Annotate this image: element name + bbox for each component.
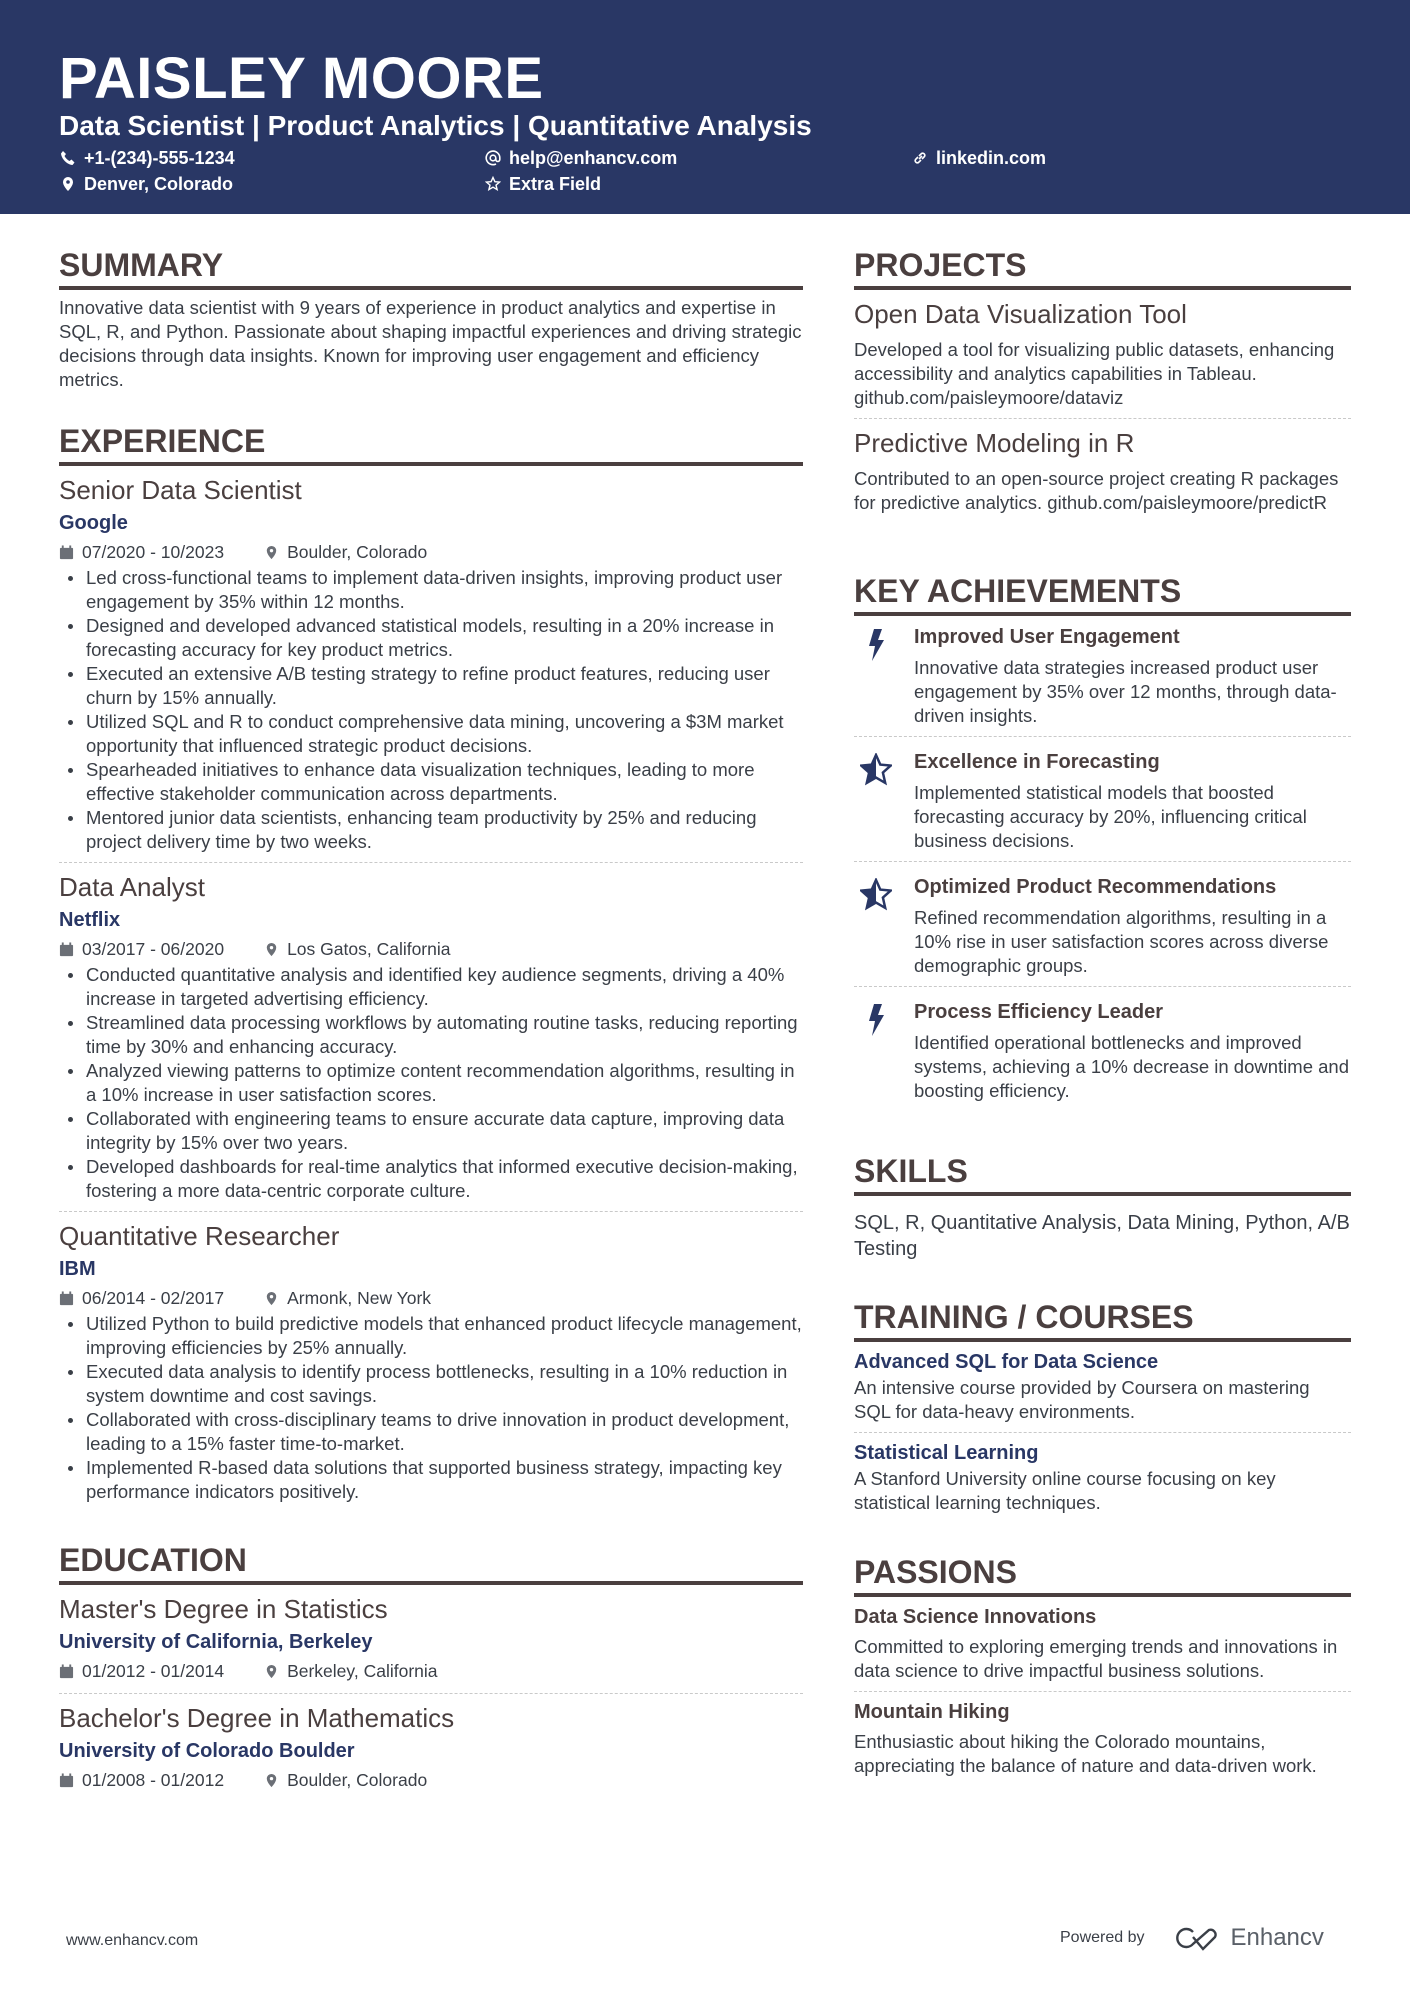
section-heading: KEY ACHIEVEMENTS [854, 572, 1351, 616]
footer-branding [1060, 1924, 1324, 1952]
company-name: Netflix [59, 909, 121, 931]
job-meta [59, 935, 803, 963]
job-entry [59, 1218, 803, 1504]
course-description: An intensive course provided by Coursera on mastering SQL for data-heavy environments. [854, 1377, 1310, 1422]
job-dates: 07/2020 - 10/2023 [82, 542, 225, 562]
bullet-item: Designed and developed advanced statistical models, resulting in a 20% increase in forecasting accuracy for key product metrics. [59, 614, 803, 662]
education-location: Boulder, Colorado [287, 1770, 428, 1790]
divider [59, 1211, 803, 1212]
location-pin-icon [264, 942, 279, 957]
enhancv-logo[interactable] [1173, 1924, 1324, 1952]
achievement-icon [854, 997, 914, 1103]
school-name: University of California, Berkeley [59, 1631, 373, 1653]
location-pin-icon [264, 1664, 279, 1679]
achievement-icon [854, 872, 914, 978]
achievement-item [854, 616, 1351, 730]
powered-by-text: Powered by [1060, 1929, 1145, 1946]
section-heading: PASSIONS [854, 1553, 1351, 1597]
star-icon [860, 878, 892, 912]
achievement-title: Improved User Engagement [914, 626, 1180, 648]
section-heading: EXPERIENCE [59, 422, 803, 466]
education-location: Berkeley, California [287, 1661, 438, 1681]
passion-entry [854, 1603, 1351, 1683]
projects-section [854, 246, 1351, 515]
bullet-item: Collaborated with cross-disciplinary teams to drive innovation in product development, leading to a 15% faster time-to-market. [59, 1408, 803, 1456]
passions-section [854, 1553, 1351, 1778]
achievement-description: Innovative data strategies increased product user engagement by 35% over 12 months, through data-driven insights. [914, 657, 1337, 726]
education-entry [59, 1591, 803, 1685]
education-entry [59, 1700, 803, 1794]
education-dates: 01/2012 - 01/2014 [82, 1661, 225, 1681]
bullet-item: Developed dashboards for real-time analytics that informed executive decision-making, fostering a more data-centric corporate culture. [59, 1155, 803, 1203]
bullet-item: Executed an extensive A/B testing strategy to refine product features, reducing user churn by 15% annually. [59, 662, 803, 710]
project-entry [854, 296, 1351, 410]
summary-text: Innovative data scientist with 9 years of experience in product analytics and expertise in SQL, R, and Python. Passionate about shaping impactful experiences and driving strategic decisions through data insights. Known for improving user engagement and efficiency metrics. [59, 297, 802, 390]
location-text: Denver, Colorado [84, 174, 234, 194]
job-dates: 06/2014 - 02/2017 [82, 1288, 225, 1308]
bullet-item: Spearheaded initiatives to enhance data visualization techniques, leading to more effective stakeholder communication across departments. [59, 758, 803, 806]
candidate-name: PAISLEY MOORE [59, 46, 544, 111]
course-entry [854, 1348, 1351, 1424]
summary-section [59, 246, 803, 392]
job-meta [59, 538, 803, 566]
calendar-icon [59, 1773, 74, 1788]
course-entry [854, 1439, 1351, 1515]
bullet-item: Utilized Python to build predictive models that enhanced product lifecycle management, improving efficiencies by 25% annually. [59, 1312, 803, 1360]
job-bullets [59, 566, 803, 854]
achievement-item [854, 741, 1351, 855]
enhancv-logo-icon [1173, 1925, 1221, 1951]
brand-text: Enhancv [1230, 1924, 1324, 1951]
company-name: IBM [59, 1258, 96, 1280]
bullet-item: Executed data analysis to identify process bottlenecks, resulting in a 10% reduction in system downtime and cost savings. [59, 1360, 803, 1408]
link-text[interactable]: linkedin.com [936, 148, 1047, 168]
location-pin-icon [264, 1291, 279, 1306]
job-location: Boulder, Colorado [287, 542, 428, 562]
bullet-item: Streamlined data processing workflows by automating routine tasks, reducing reporting time by 30% and enhancing accuracy. [59, 1011, 803, 1059]
calendar-icon [59, 1291, 74, 1306]
bullet-item: Implemented R-based data solutions that supported business strategy, impacting key performance indicators positively. [59, 1456, 803, 1504]
course-title: Statistical Learning [854, 1442, 1039, 1464]
experience-section [59, 422, 803, 1504]
divider [854, 736, 1351, 737]
degree-title: Bachelor's Degree in Mathematics [59, 1703, 455, 1733]
divider [854, 861, 1351, 862]
phone-text: +1-(234)-555-1234 [84, 148, 235, 168]
achievements-section [854, 572, 1351, 1105]
footer-website[interactable]: www.enhancv.com [66, 1932, 199, 1949]
achievement-description: Refined recommendation algorithms, resulting in a 10% rise in user satisfaction scores across diverse demographic groups. [914, 907, 1329, 976]
extra-text: Extra Field [509, 174, 602, 194]
job-dates: 03/2017 - 06/2020 [82, 939, 225, 959]
course-title: Advanced SQL for Data Science [854, 1351, 1159, 1373]
job-title: Data Analyst [59, 872, 205, 902]
calendar-icon [59, 1664, 74, 1679]
left-column [59, 0, 803, 1900]
education-dates: 01/2008 - 01/2012 [82, 1770, 225, 1790]
job-location: Armonk, New York [287, 1288, 432, 1308]
bullet-item: Mentored junior data scientists, enhancing team productivity by 25% and reducing project delivery time by two weeks. [59, 806, 803, 854]
achievement-title: Optimized Product Recommendations [914, 876, 1277, 898]
job-bullets [59, 1312, 803, 1504]
degree-title: Master's Degree in Statistics [59, 1594, 388, 1624]
job-title: Senior Data Scientist [59, 475, 302, 505]
calendar-icon [59, 942, 74, 957]
divider [59, 1693, 803, 1694]
achievement-description: Implemented statistical models that boosted forecasting accuracy by 20%, influencing critical business decisions. [914, 782, 1307, 851]
section-heading: SKILLS [854, 1152, 1351, 1196]
education-meta [59, 1657, 803, 1685]
passion-description: Enthusiastic about hiking the Colorado mountains, appreciating the balance of nature and data-driven work. [854, 1731, 1317, 1776]
achievement-title: Process Efficiency Leader [914, 1001, 1164, 1023]
job-meta [59, 1284, 803, 1312]
bullet-item: Collaborated with engineering teams to ensure accurate data capture, improving data integrity by 15% over two years. [59, 1107, 803, 1155]
section-heading: EDUCATION [59, 1541, 803, 1585]
section-heading: SUMMARY [59, 246, 803, 290]
email-text[interactable]: help@enhancv.com [509, 148, 678, 168]
candidate-tagline: Data Scientist | Product Analytics | Quantitative Analysis [59, 110, 812, 141]
divider [854, 986, 1351, 987]
passion-entry [854, 1698, 1351, 1778]
achievement-icon [854, 622, 914, 728]
achievement-description: Identified operational bottlenecks and improved systems, achieving a 10% decrease in downtime and boosting efficiency. [914, 1032, 1349, 1101]
passion-title: Mountain Hiking [854, 1701, 1010, 1723]
divider [854, 418, 1351, 419]
divider [854, 1432, 1351, 1433]
skills-section [854, 1152, 1351, 1262]
project-entry [854, 425, 1351, 515]
location-pin-icon [264, 545, 279, 560]
job-entry [59, 869, 803, 1203]
bullet-item: Utilized SQL and R to conduct comprehensive data mining, uncovering a $3M market opportunity that influenced strategic product decisions. [59, 710, 803, 758]
bolt-icon [860, 1003, 892, 1037]
project-description: Developed a tool for visualizing public datasets, enhancing accessibility and analytics capabilities in Tableau. github.com/paisleymoore/dataviz [854, 339, 1335, 408]
achievement-icon [854, 747, 914, 853]
divider [854, 1691, 1351, 1692]
project-title: Predictive Modeling in R [854, 428, 1135, 458]
bullet-item: Led cross-functional teams to implement data-driven insights, improving product user engagement by 35% within 12 months. [59, 566, 803, 614]
school-name: University of Colorado Boulder [59, 1740, 355, 1762]
calendar-icon [59, 545, 74, 560]
bullet-item: Analyzed viewing patterns to optimize content recommendation algorithms, resulting in a 10% increase in user satisfaction scores. [59, 1059, 803, 1107]
job-location: Los Gatos, California [287, 939, 451, 959]
job-title: Quantitative Researcher [59, 1221, 340, 1251]
right-column [854, 0, 1351, 1900]
company-name: Google [59, 512, 128, 534]
training-section [854, 1298, 1351, 1515]
star-icon [860, 753, 892, 787]
achievement-item [854, 866, 1351, 980]
education-meta [59, 1766, 803, 1794]
divider [59, 862, 803, 863]
passion-title: Data Science Innovations [854, 1606, 1097, 1628]
achievement-item [854, 991, 1351, 1105]
section-heading: PROJECTS [854, 246, 1351, 290]
bullet-item: Conducted quantitative analysis and identified key audience segments, driving a 40% increase in targeted advertising efficiency. [59, 963, 803, 1011]
job-bullets [59, 963, 803, 1203]
location-pin-icon [264, 1773, 279, 1788]
achievement-title: Excellence in Forecasting [914, 751, 1160, 773]
course-description: A Stanford University online course focusing on key statistical learning techniques. [854, 1468, 1276, 1513]
project-description: Contributed to an open-source project creating R packages for predictive analytics. github.com/paisleymoore/predictR [854, 468, 1339, 513]
bolt-icon [860, 628, 892, 662]
section-heading: TRAINING / COURSES [854, 1298, 1351, 1342]
passion-description: Committed to exploring emerging trends and innovations in data science to drive impactful business solutions. [854, 1636, 1338, 1681]
project-title: Open Data Visualization Tool [854, 299, 1187, 329]
education-section [59, 1541, 803, 1794]
job-entry [59, 472, 803, 854]
skills-text: SQL, R, Quantitative Analysis, Data Mining, Python, A/B Testing [854, 1212, 1350, 1260]
